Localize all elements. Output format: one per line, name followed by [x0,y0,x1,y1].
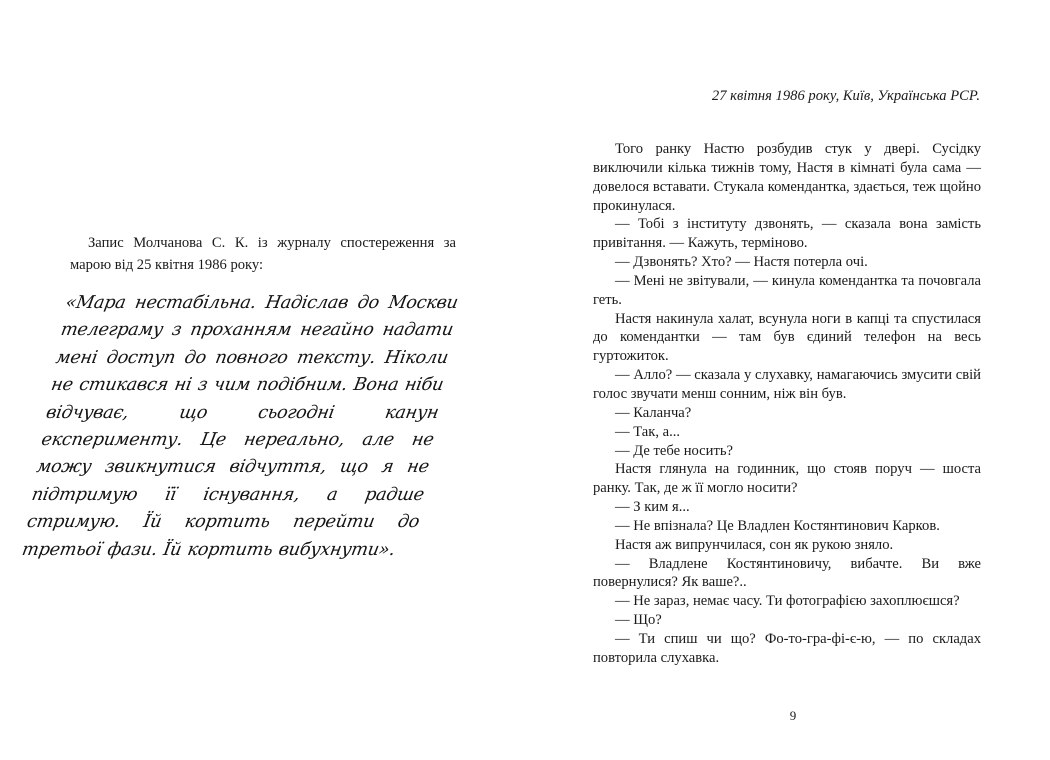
paragraph: Того ранку Настю розбудив стук у двері. Сусідку виключили кілька тижнів тому, Настя в кімнаті була сама — довелося вставати. Стукала комендантка, здається, теж щойно прокинулася. [593,141,981,214]
chapter-dateline: 27 квітня 1986 року, Київ, Українська РСР. [711,88,980,104]
paragraph: — Так, а... [615,423,681,440]
right-page [525,0,1050,760]
paragraph: — Не зараз, немає часу. Ти фотографією захоплюєшся? [615,593,960,610]
paragraph: — Тобі з інституту дзвонять, — сказала вона замість привітання. — Кажуть, терміново. [593,216,981,252]
journal-intro: Запис Молчанова С. К. із журналу спостереження за марою від 25 квітня 1986 року: [70,235,456,273]
paragraph: — Каланча? [615,404,692,421]
paragraph: — Мені не звітували, — кинула комендантка та почовгала геть. [593,272,981,308]
paragraph: Настя глянула на годинник, що стояв поруч — шоста ранку. Так, де ж її могло носити? [593,461,981,497]
page-number: 9 [789,708,797,723]
paragraph: — Що? [615,612,662,629]
paragraph: — Не впізнала? Це Владлен Костянтинович Карков. [615,517,940,534]
paragraph: — Владлене Костянтиновичу, вибачте. Ви вже повернулися? Як ваше?.. [593,555,981,591]
paragraph: Настя аж випрунчилася, сон як рукою зняло. [615,536,894,553]
paragraph: Настя накинула халат, всунула ноги в капці та спустилася до комендантки — там був єдиний телефон на весь гуртожиток. [593,310,981,365]
paragraph: — Алло? — сказала у слухавку, намагаючись змусити свій голос звучати менш сонним, ніж він був. [593,367,981,402]
handwritten-journal-entry: «Мара нестабільна. Надіслав до Москви телеграму з проханням негайно надати мені доступ до повного тексту. Ніколи не стикався ні з чим подібним. Вона ніби відчуває, що сьогодні канун експерименту. Це нереально, але не можу звикнутися відчуття, що я не підтримую її існування, а радше стримую. Їй кортить перейти до третьої фази. Їй кортить вибухнути». [20,293,460,560]
paragraph: — Де тебе носить? [615,442,733,459]
paragraph: — З ким я... [615,499,690,516]
paragraph: — Ти спиш чи що? Фо-то-гра-фі-є-ю, — по складах повторила слухавка. [593,630,981,666]
paragraph: — Дзвонять? Хто? — Настя потерла очі. [615,254,868,271]
body-text [593,140,981,668]
